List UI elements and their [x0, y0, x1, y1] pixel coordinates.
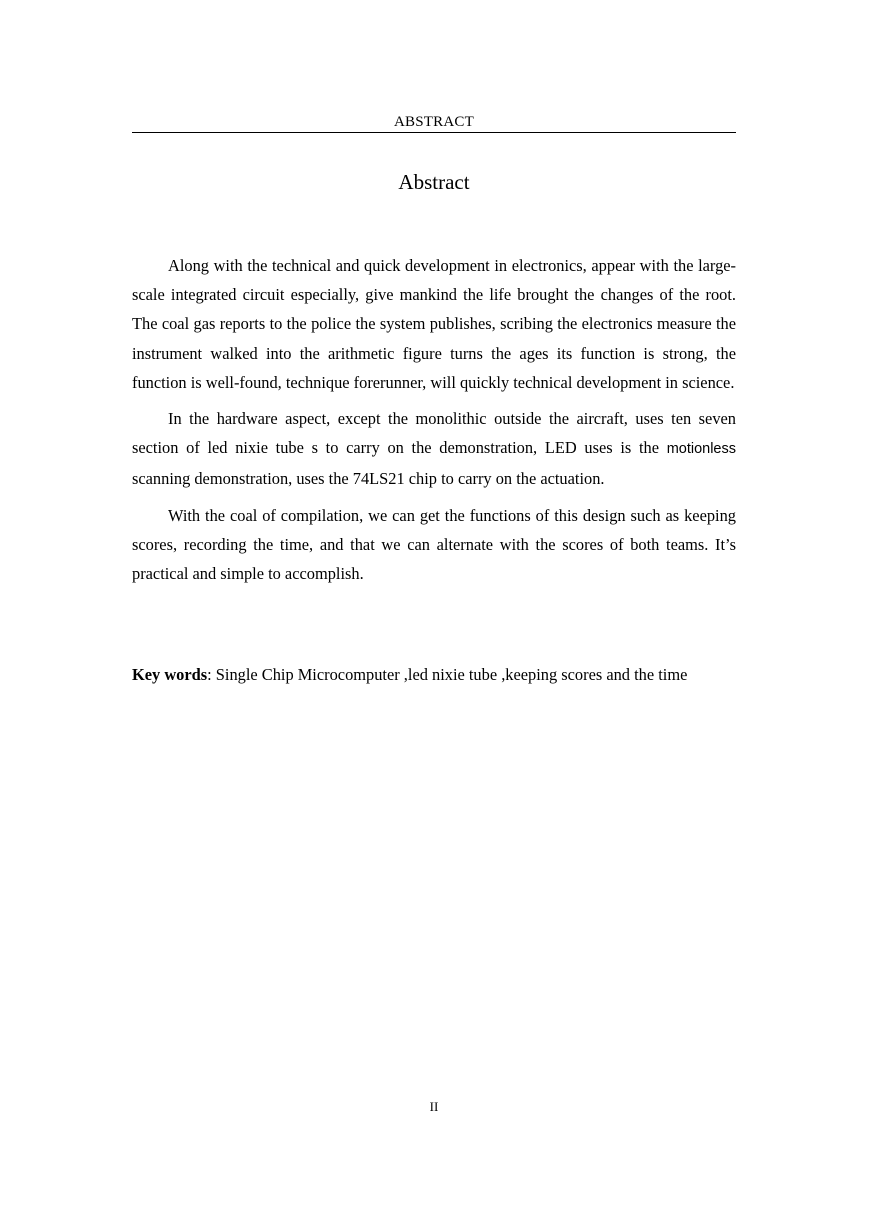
paragraph-2-sans-word: motionless	[666, 441, 736, 458]
abstract-paragraph-3: With the coal of compilation, we can get the functions of this design such as keeping scores, recording the time, and that we can alternate with the scores of both teams. It’s practical and simple to accomplish.	[132, 505, 736, 584]
paragraph-2-text-end: scanning demonstration, uses the 74LS21 chip to carry on the actuation.	[132, 469, 605, 489]
page-number: II	[429, 1099, 439, 1114]
header-rule	[132, 132, 736, 133]
paragraph-2-text-start: In the hardware aspect, except the monolithic outside the aircraft, uses ten seven section of led nixie tube s to carry on the demonstration, LED uses is the	[132, 409, 736, 458]
abstract-paragraph-2	[132, 404, 736, 494]
keywords-label: Key words	[132, 665, 208, 684]
abstract-body	[132, 251, 736, 595]
abstract-paragraph-1: Along with the technical and quick development in electronics, appear with the large-scale integrated circuit especially, give mankind the life brought the changes of the root. The coal gas reports to the police the system publishes, scribing the electronics measure the instrument walked into the arithmetic figure turns the ages its function is strong, the function is well-found, technique forerunner, will quickly technical development in science.	[132, 256, 736, 392]
keywords-text: : Single Chip Microcomputer ,led nixie tube ,keeping scores and the time	[207, 665, 688, 684]
running-header: ABSTRACT	[394, 114, 474, 130]
keywords-line	[132, 662, 752, 688]
page-title: Abstract	[398, 170, 470, 194]
